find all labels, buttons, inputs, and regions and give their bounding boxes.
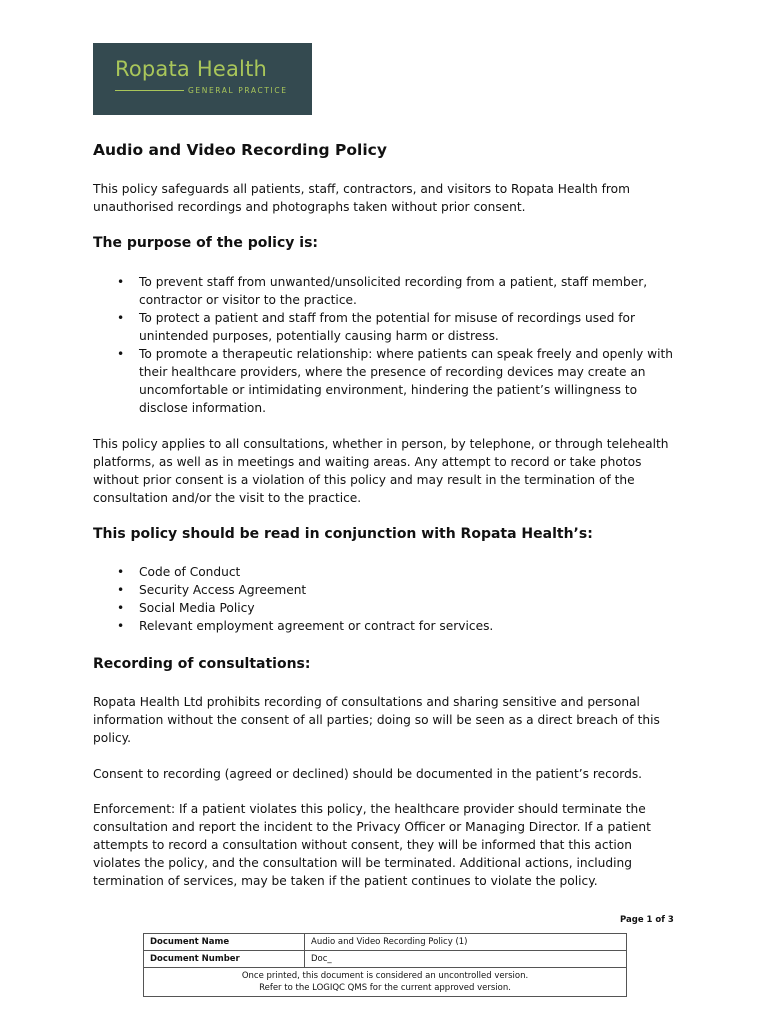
purpose-heading: The purpose of the policy is: [93, 235, 318, 251]
list-item: • Relevant employment agreement or contract for services. [117, 619, 494, 633]
list-item: • Social Media Policy [117, 601, 255, 615]
company-logo [93, 43, 312, 115]
recording-heading: Recording of consultations: [93, 656, 311, 672]
bullet-icon: • [117, 583, 125, 597]
bullet-icon: • [117, 565, 125, 579]
recording-paragraph-2: Consent to recording (agreed or declined) should be documented in the patient’s records. [93, 767, 643, 781]
table-row [144, 951, 627, 968]
enforcement-paragraph: Enforcement: If a patient violates this policy, the healthcare provider should terminate the consultation and report the incident to the Privacy Officer or Managing Director. If a patient attempts to record a consultation without consent, they will be informed that this action violates the policy, and the consultation will be terminated. Additional actions, including termination of services, may be taken if the patient continues to violate the policy. [93, 802, 651, 888]
list-item: • Security Access Agreement [117, 583, 307, 597]
table-row [144, 968, 627, 997]
list-item: • Code of Conduct [117, 565, 241, 579]
document-control-table [143, 933, 627, 997]
bullet-icon: • [117, 347, 125, 361]
list-item: • To prevent staff from unwanted/unsolicited recording from a patient, staff member, contractor or visitor to the practice. [117, 275, 648, 307]
conjunction-list [93, 563, 683, 635]
applies-paragraph: This policy applies to all consultations, whether in person, by telephone, or through telehealth platforms, as well as in meetings and waiting areas. Any attempt to record or take photos without prior consent is a violation of this policy and may result in the termination of the consultation and/or the visit to the practice. [93, 437, 669, 505]
bullet-icon: • [117, 311, 125, 325]
conjunction-heading: This policy should be read in conjunction with Ropata Health’s: [93, 526, 593, 542]
bullet-icon: • [117, 275, 125, 289]
list-item: • To protect a patient and staff from the potential for misuse of recordings used for unintended purposes, potentially causing harm or distress. [117, 311, 635, 343]
doc-name-label: Document Name [144, 934, 305, 951]
logo-name: Ropata Health [115, 57, 268, 81]
uncontrolled-note-line-1: Once printed, this document is considered an uncontrolled version. [241, 971, 529, 981]
logo-rule [115, 90, 184, 91]
doc-number-value: Doc_ [305, 951, 627, 968]
doc-number-label: Document Number [144, 951, 305, 968]
table-row [144, 934, 627, 951]
doc-name-value: Audio and Video Recording Policy (1) [305, 934, 627, 951]
document-title: Audio and Video Recording Policy [93, 141, 387, 159]
bullet-icon: • [117, 601, 125, 615]
bullet-icon: • [117, 619, 125, 633]
uncontrolled-note-line-2: Refer to the LOGIQC QMS for the current approved version. [259, 983, 511, 993]
purpose-list [93, 273, 683, 417]
logo-subtitle: GENERAL PRACTICE [188, 86, 288, 95]
recording-paragraph-1: Ropata Health Ltd prohibits recording of consultations and sharing sensitive and personal information without the consent of all parties; doing so will be seen as a direct breach of this policy. [93, 695, 660, 745]
uncontrolled-note [144, 968, 627, 997]
list-item: • To promote a therapeutic relationship: where patients can speak freely and openly with their healthcare providers, where the presence of recording devices may create an uncomfortable or intimidating environment, hindering the patient’s willingness to disclose information. [117, 347, 673, 415]
intro-paragraph: This policy safeguards all patients, staff, contractors, and visitors to Ropata Health from unauthorised recordings and photographs taken without prior consent. [93, 182, 631, 214]
page-number: Page 1 of 3 [620, 915, 674, 925]
